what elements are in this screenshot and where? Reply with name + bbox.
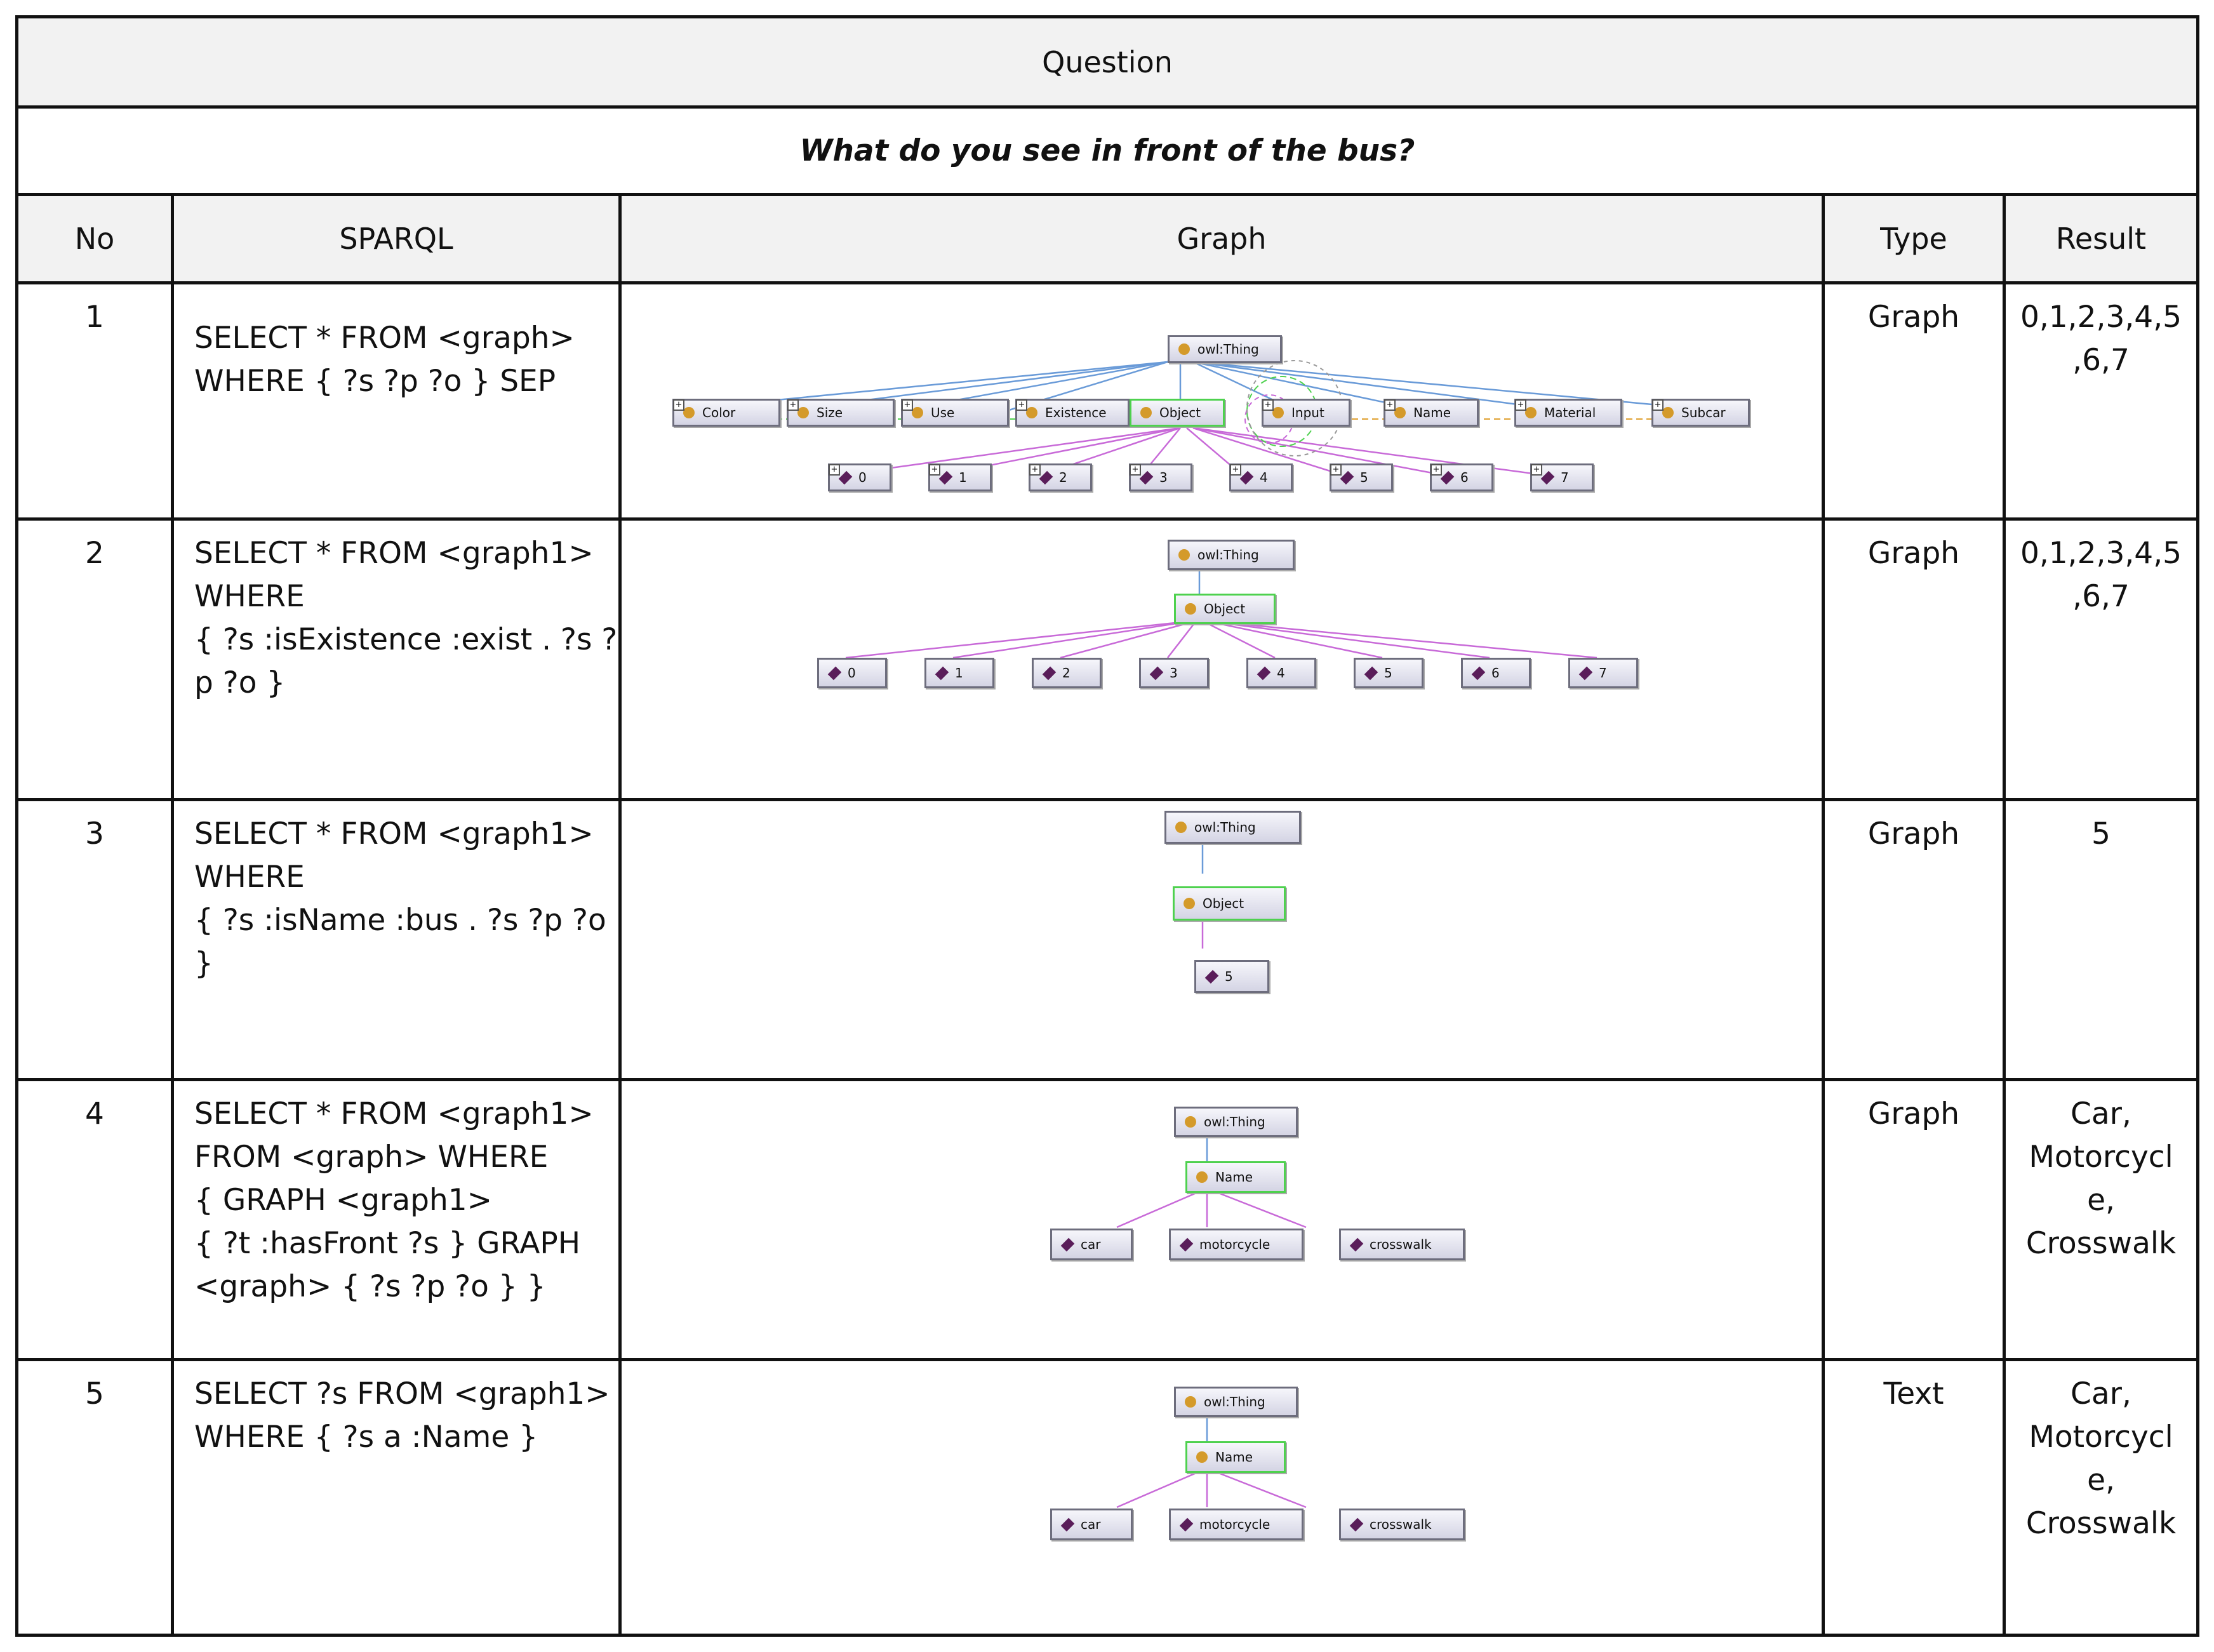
node-individual	[1139, 658, 1209, 688]
class-icon	[1525, 407, 1537, 418]
node-label: owl:Thing	[1197, 342, 1259, 357]
node-label: 7	[1561, 470, 1569, 485]
col-header-graph: Graph	[622, 196, 1822, 281]
result-line: 0,1,2,3,4,5	[2020, 536, 2182, 571]
sparql-line: SELECT ?s FROM <graph1>	[194, 1376, 610, 1411]
node-label: Use	[931, 405, 955, 420]
node-individual	[924, 658, 994, 688]
result-line: 0,1,2,3,4,5	[2020, 300, 2182, 335]
node-individual	[1330, 463, 1393, 491]
expand-icon: +	[1230, 464, 1241, 476]
class-icon	[1178, 549, 1190, 561]
node-class	[1651, 399, 1750, 427]
node-individual	[1339, 1509, 1465, 1540]
row-1-no: 1	[85, 300, 104, 335]
row-2-type: Graph	[1867, 536, 1960, 571]
expand-icon: +	[1430, 464, 1442, 476]
expand-icon: +	[673, 399, 684, 411]
node-label: 6	[1460, 470, 1469, 485]
node-class	[1015, 399, 1130, 427]
expand-icon: +	[1262, 399, 1274, 411]
class-icon	[1185, 1116, 1196, 1128]
individual-icon	[1150, 666, 1164, 680]
row-4-sparql	[174, 1081, 618, 1309]
node-label: Color	[702, 405, 736, 420]
node-individual	[1568, 658, 1638, 688]
row-2-result	[2006, 521, 2196, 618]
node-individual	[1050, 1509, 1133, 1540]
node-owl-thing	[1168, 540, 1295, 570]
node-individual	[817, 658, 887, 688]
node-owl-thing	[1168, 335, 1282, 363]
class-icon	[1140, 407, 1152, 418]
node-label: 4	[1277, 665, 1285, 681]
node-label: Material	[1544, 405, 1596, 420]
expand-icon: +	[1016, 399, 1027, 411]
graph-1	[622, 284, 1822, 517]
result-line: e,	[2087, 1183, 2115, 1218]
node-individual	[1032, 658, 1102, 688]
row-4-type: Graph	[1867, 1096, 1960, 1131]
node-label: crosswalk	[1370, 1517, 1432, 1532]
node-individual	[1194, 960, 1269, 993]
sparql-line: { ?s :isName :bus . ?s ?p ?o }	[194, 903, 606, 981]
individual-icon	[1579, 666, 1593, 680]
result-line: e,	[2087, 1463, 2115, 1498]
class-icon	[1175, 822, 1187, 833]
node-class	[901, 399, 1009, 427]
individual-icon	[1340, 470, 1354, 484]
result-line: 5	[2091, 816, 2111, 851]
node-label: 5	[1384, 665, 1392, 681]
node-label: Existence	[1045, 405, 1107, 420]
col-header-no: No	[18, 196, 171, 281]
row-5-no: 5	[85, 1376, 104, 1411]
sparql-line: SELECT * FROM <graph>	[194, 321, 575, 356]
node-label: Object	[1159, 405, 1201, 420]
col-header-type: Type	[1825, 196, 2003, 281]
row-3-no: 3	[85, 816, 104, 851]
class-icon	[1662, 407, 1674, 418]
node-label: Object	[1204, 601, 1246, 616]
class-icon	[683, 407, 695, 418]
question-text: What do you see in front of the bus?	[799, 133, 1415, 168]
row-2-sparql	[174, 521, 618, 705]
node-individual	[1169, 1509, 1304, 1540]
node-label: Name	[1215, 1169, 1253, 1185]
node-owl-thing	[1174, 1387, 1298, 1417]
sparql-line: WHERE	[194, 860, 305, 895]
sparql-line: { ?s :isExistence :exist . ?s ?	[194, 622, 618, 657]
class-icon	[1178, 343, 1190, 355]
individual-icon	[935, 666, 949, 680]
node-individual	[828, 463, 891, 491]
sparql-line: { GRAPH <graph1>	[194, 1183, 493, 1218]
graph-5	[622, 1361, 1822, 1638]
node-label: 2	[1062, 665, 1070, 681]
node-class-selected	[1185, 1441, 1286, 1473]
class-icon	[1394, 407, 1406, 418]
individual-icon	[1061, 1237, 1075, 1251]
node-label: Size	[817, 405, 843, 420]
node-class-selected	[1130, 399, 1225, 427]
individual-icon	[1472, 666, 1486, 680]
sparql-line: WHERE { ?s a :Name }	[194, 1420, 538, 1455]
sparql-line: WHERE { ?s ?p ?o } SEP	[194, 364, 556, 399]
node-label: 2	[1059, 470, 1067, 485]
row-1-type: Graph	[1867, 300, 1960, 335]
row-1-sparql	[174, 305, 618, 403]
result-line: ,6,7	[2072, 579, 2130, 614]
sparql-line: p ?o }	[194, 665, 286, 700]
expand-icon: +	[787, 399, 799, 411]
individual-icon	[939, 470, 953, 484]
node-class	[1262, 399, 1350, 427]
node-label: 1	[959, 470, 967, 485]
expand-icon: +	[902, 399, 913, 411]
class-icon	[912, 407, 923, 418]
node-individual	[1530, 463, 1594, 491]
class-icon	[1026, 407, 1037, 418]
result-line: Car,	[2071, 1376, 2131, 1411]
individual-icon	[1061, 1517, 1075, 1531]
node-label: 7	[1599, 665, 1607, 681]
expand-icon: +	[1029, 464, 1041, 476]
individual-icon	[839, 470, 853, 484]
row-5-result	[2006, 1361, 2196, 1545]
graph-3	[622, 801, 1822, 1078]
node-individual	[1129, 463, 1192, 491]
node-label: 4	[1260, 470, 1268, 485]
node-label: 0	[858, 470, 867, 485]
sparql-line: FROM <graph> WHERE	[194, 1140, 549, 1175]
node-class	[1514, 399, 1622, 427]
node-individual	[1029, 463, 1092, 491]
sparql-line: SELECT * FROM <graph1>	[194, 816, 594, 851]
individual-icon	[1039, 470, 1053, 484]
node-class	[1384, 399, 1479, 427]
row-5-sparql	[174, 1361, 618, 1459]
graph-2	[622, 521, 1822, 798]
row-1-result	[2006, 284, 2196, 382]
node-label: owl:Thing	[1194, 820, 1256, 835]
expand-icon: +	[1531, 464, 1542, 476]
node-class-selected	[1173, 886, 1286, 921]
individual-icon	[1350, 1237, 1364, 1251]
result-line: Motorcycl	[2029, 1420, 2173, 1455]
col-header-sparql: SPARQL	[174, 196, 618, 281]
class-icon	[1196, 1451, 1208, 1463]
class-icon	[1185, 603, 1196, 615]
sparql-line: SELECT * FROM <graph1>	[194, 536, 594, 571]
row-4-no: 4	[85, 1096, 104, 1131]
row-5-type: Text	[1883, 1376, 1944, 1411]
col-header-result: Result	[2006, 196, 2196, 281]
node-individual	[1430, 463, 1493, 491]
node-label: Name	[1215, 1449, 1253, 1465]
individual-icon	[1257, 666, 1271, 680]
individual-icon	[1350, 1517, 1364, 1531]
class-icon	[1272, 407, 1284, 418]
query-table	[15, 15, 2199, 1637]
graph-4	[622, 1081, 1822, 1358]
expand-icon: +	[1652, 399, 1664, 411]
sparql-line: WHERE	[194, 579, 305, 614]
node-individual	[928, 463, 992, 491]
expand-icon: +	[1330, 464, 1342, 476]
class-icon	[797, 407, 809, 418]
node-label: motorcycle	[1199, 1517, 1270, 1532]
divider	[1822, 196, 1825, 1634]
node-individual	[1246, 658, 1316, 688]
node-label: Subcar	[1681, 405, 1726, 420]
node-label: 3	[1159, 470, 1168, 485]
node-class-selected	[1185, 1161, 1286, 1193]
node-label: owl:Thing	[1197, 547, 1259, 563]
individual-icon	[1541, 470, 1555, 484]
individual-icon	[1043, 666, 1057, 680]
expand-icon: +	[829, 464, 840, 476]
node-individual	[1050, 1229, 1133, 1260]
node-label: car	[1081, 1237, 1101, 1252]
question-header: Question	[18, 18, 2196, 105]
class-icon	[1184, 898, 1195, 909]
individual-icon	[1180, 1517, 1194, 1531]
sparql-line: { ?t :hasFront ?s } GRAPH	[194, 1226, 581, 1261]
sparql-line: <graph> { ?s ?p ?o } }	[194, 1269, 546, 1304]
node-label: 5	[1225, 969, 1233, 984]
individual-icon	[1140, 470, 1154, 484]
row-3-type: Graph	[1867, 816, 1960, 851]
row-3-result	[2006, 801, 2196, 856]
node-label: crosswalk	[1370, 1237, 1432, 1252]
node-label: Input	[1291, 405, 1324, 420]
node-owl-thing	[1164, 811, 1301, 844]
individual-icon	[1180, 1237, 1194, 1251]
result-line: Crosswalk	[2025, 1226, 2177, 1261]
node-label: 3	[1170, 665, 1178, 681]
result-line: Car,	[2071, 1096, 2131, 1131]
node-label: 6	[1491, 665, 1500, 681]
node-label: 1	[955, 665, 963, 681]
expand-icon: +	[1384, 399, 1396, 411]
result-line: Motorcycl	[2029, 1140, 2173, 1175]
node-label: Object	[1203, 896, 1244, 911]
node-label: motorcycle	[1199, 1237, 1270, 1252]
node-label: car	[1081, 1517, 1101, 1532]
node-label: owl:Thing	[1204, 1394, 1265, 1409]
expand-icon: +	[929, 464, 940, 476]
node-class-selected	[1174, 594, 1276, 624]
individual-icon	[1240, 470, 1254, 484]
node-individual	[1461, 658, 1531, 688]
node-individual	[1339, 1229, 1465, 1260]
row-3-sparql	[174, 801, 618, 985]
node-individual	[1229, 463, 1293, 491]
result-line: Crosswalk	[2025, 1506, 2177, 1541]
sparql-line: SELECT * FROM <graph1>	[194, 1096, 594, 1131]
node-class	[787, 399, 895, 427]
row-2-no: 2	[85, 536, 104, 571]
node-owl-thing	[1174, 1107, 1298, 1137]
individual-icon	[1441, 470, 1455, 484]
individual-icon	[828, 666, 842, 680]
expand-icon: +	[1515, 399, 1526, 411]
node-label: owl:Thing	[1204, 1114, 1265, 1129]
node-label: Name	[1413, 405, 1451, 420]
individual-icon	[1205, 969, 1219, 983]
class-icon	[1196, 1171, 1208, 1183]
node-class	[672, 399, 780, 427]
node-individual	[1354, 658, 1424, 688]
node-label: 0	[848, 665, 856, 681]
row-4-result	[2006, 1081, 2196, 1265]
individual-icon	[1364, 666, 1378, 680]
expand-icon: +	[1130, 464, 1141, 476]
node-individual	[1169, 1229, 1304, 1260]
class-icon	[1185, 1396, 1196, 1408]
node-label: 5	[1360, 470, 1368, 485]
result-line: ,6,7	[2072, 343, 2130, 378]
